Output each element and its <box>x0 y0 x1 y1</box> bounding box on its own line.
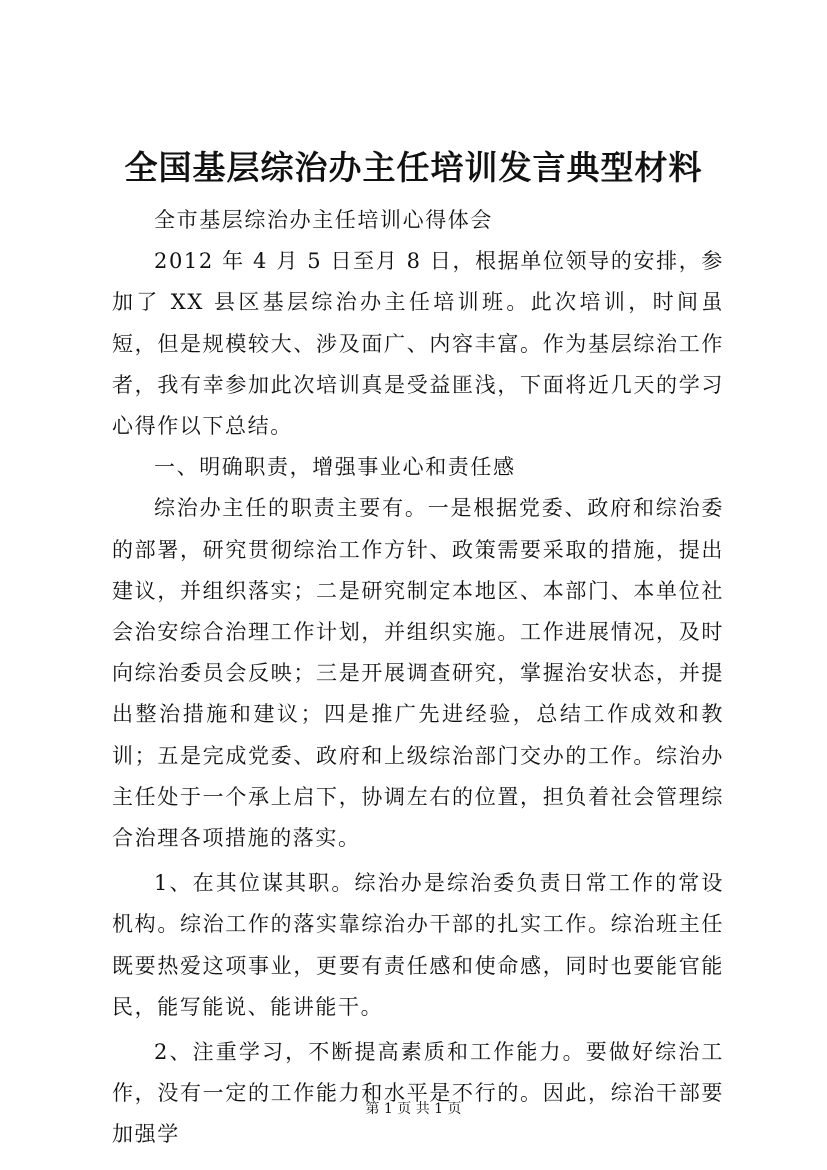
document-title: 全国基层综治办主任培训发言典型材料 <box>124 148 703 187</box>
document-body <box>112 200 724 1156</box>
page-footer: 第 1 页 共 1 页 <box>365 1101 462 1117</box>
point-2-paragraph: 2、注重学习，不断提高素质和工作能力。要做好综治工作，没有一定的工作能力和水平是不行的。因此，综治干部要加强学 <box>112 1040 724 1147</box>
intro-paragraph: 2012 年 4 月 5 日至月 8 日，根据单位领导的安排，参加了 XX 县区基层综治办主任培训班。此次培训，时间虽短，但是规模较大、涉及面广、内容丰富。作为基层综治工作者，我有幸参加此次培训真是受益匪浅，下面将近几天的学习心得作以下总结。 <box>112 249 724 439</box>
subtitle-paragraph: 全市基层综治办主任培训心得体会 <box>154 208 493 232</box>
point-1-paragraph: 1、在其位谋其职。综治办是综治委负责日常工作的常设机构。综治工作的落实靠综治办干部的扎实工作。综治班主任既要热爱这项事业，更要有责任感和使命感，同时也要能官能民，能写能说、能讲能干。 <box>112 871 724 1019</box>
section-heading-1: 一、明确职责，增强事业心和责任感 <box>154 455 516 480</box>
duties-paragraph: 综治办主任的职责主要有。一是根据党委、政府和综治委的部署，研究贯彻综治工作方针、政策需要采取的措施，提出建议，并组织落实；二是研究制定本地区、本部门、本单位社会治安综合治理工作计划，并组织实施。工作进展情况，及时向综治委员会反映；三是开展调查研究，掌握治安状态，并提出整治措施和建议；四是推广先进经验，总结工作成效和教训；五是完成党委、政府和上级综治部门交办的工作。综治办主任处于一个承上启下，协调左右的位置，担负着社会管理综合治理各项措施的落实。 <box>112 496 724 851</box>
